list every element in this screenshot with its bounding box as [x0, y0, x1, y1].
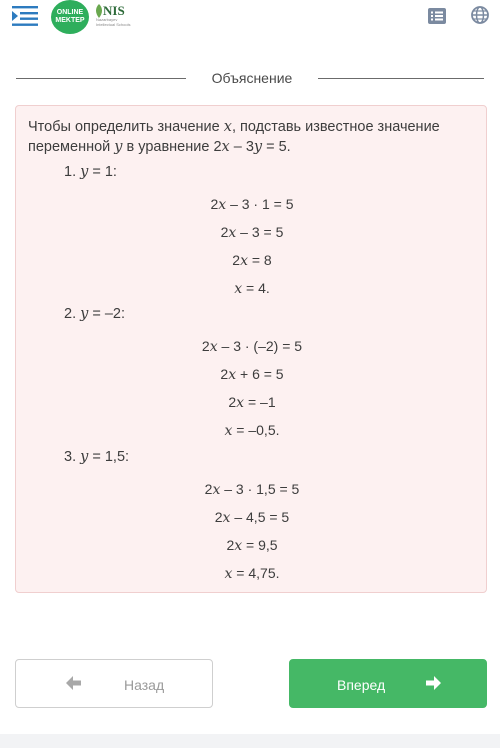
eq-rest: = 8 [247, 252, 272, 268]
eq-rest: – 3 · (–2) = 5 [217, 338, 303, 354]
bottom-bar [0, 734, 500, 748]
equation-line [16, 422, 488, 439]
arrow-left-icon [66, 676, 82, 690]
equation-line [16, 252, 488, 269]
nis-logo-subtitle: Nazarbayev Intellectual Schools [96, 17, 131, 27]
eq-coef: 2 [226, 537, 235, 553]
globe-icon[interactable] [471, 6, 489, 24]
eq-coef: 2 [210, 196, 219, 212]
step-3-heading [64, 449, 129, 465]
explanation-intro [28, 117, 468, 157]
back-button[interactable] [15, 659, 213, 708]
online-mektep-logo [51, 0, 89, 34]
divider-line-right [318, 78, 484, 79]
list-icon[interactable] [428, 8, 446, 24]
step-condition: = 1: [88, 164, 117, 180]
eq-var: x [234, 281, 243, 297]
eq-rest: = 4. [242, 280, 270, 296]
step-2-heading [64, 306, 125, 322]
step-condition: = 1,5: [88, 449, 130, 465]
equation-line [16, 366, 488, 383]
explanation-card [15, 105, 487, 593]
eq-rest: – 4,5 = 5 [230, 509, 290, 525]
eq-var: x [228, 225, 237, 241]
equation-line [16, 394, 488, 411]
eq-var: x [212, 482, 221, 498]
eq-var: x [218, 197, 227, 213]
intro-text: в уравнение 2 [122, 139, 222, 155]
equation-line [16, 196, 488, 213]
top-bar [0, 0, 500, 36]
divider-line-left [16, 78, 186, 79]
section-title: Объяснение [211, 70, 293, 86]
equation-line [16, 509, 488, 526]
nis-logo-title: NIS [103, 3, 125, 18]
step-number: 1. [64, 164, 77, 180]
eq-var: x [209, 339, 218, 355]
step-condition: = –2: [88, 306, 126, 322]
intro-var-y: y [114, 139, 123, 155]
eq-coef: 2 [204, 481, 213, 497]
next-button-label: Вперед [337, 677, 386, 693]
step-1-heading [64, 164, 117, 180]
eq-var: x [224, 566, 233, 582]
menu-collapse-icon[interactable] [12, 6, 38, 26]
intro-var-x: x [221, 139, 230, 155]
intro-text: – 3 [229, 139, 254, 155]
eq-rest: – 3 · 1 = 5 [226, 196, 294, 212]
online-mektep-logo-text: ONLINE MEKTEP [55, 9, 85, 24]
eq-rest: = –1 [244, 394, 276, 410]
eq-var: x [222, 510, 231, 526]
intro-var-x: x [223, 119, 232, 135]
eq-coef: 2 [201, 338, 210, 354]
step-number: 2. [64, 306, 77, 322]
nis-logo [94, 2, 154, 34]
eq-rest: + 6 = 5 [236, 366, 284, 382]
back-button-label: Назад [124, 677, 165, 693]
eq-coef: 2 [228, 394, 237, 410]
eq-coef: 2 [232, 252, 241, 268]
eq-rest: – 3 = 5 [236, 224, 284, 240]
equation-line [16, 280, 488, 297]
intro-text: Чтобы определить значение [28, 119, 224, 135]
eq-rest: = –0,5. [232, 422, 280, 438]
eq-var: x [228, 367, 237, 383]
eq-rest: = 4,75. [232, 565, 280, 581]
intro-var-y: y [253, 139, 263, 155]
eq-coef: 2 [220, 366, 229, 382]
arrow-right-icon [425, 676, 441, 690]
eq-rest: = 9,5 [242, 537, 278, 553]
equation-line [16, 481, 488, 498]
next-button[interactable] [289, 659, 487, 708]
eq-rest: – 3 · 1,5 = 5 [220, 481, 300, 497]
eq-var: x [224, 423, 233, 439]
intro-text: = 5. [262, 139, 291, 155]
step-var: y [80, 306, 89, 322]
step-var: y [80, 449, 89, 465]
eq-coef: 2 [214, 509, 223, 525]
eq-coef: 2 [220, 224, 229, 240]
equation-line [16, 565, 488, 582]
section-divider [16, 68, 484, 88]
eq-var: x [236, 395, 245, 411]
step-var: y [80, 164, 89, 180]
eq-var: x [240, 253, 248, 269]
equation-line [16, 537, 488, 554]
step-number: 3. [64, 449, 77, 465]
equation-line [16, 338, 488, 355]
equation-line [16, 224, 488, 241]
eq-var: x [234, 538, 243, 554]
intro-text: , подставь известное значение переменной [28, 119, 440, 155]
